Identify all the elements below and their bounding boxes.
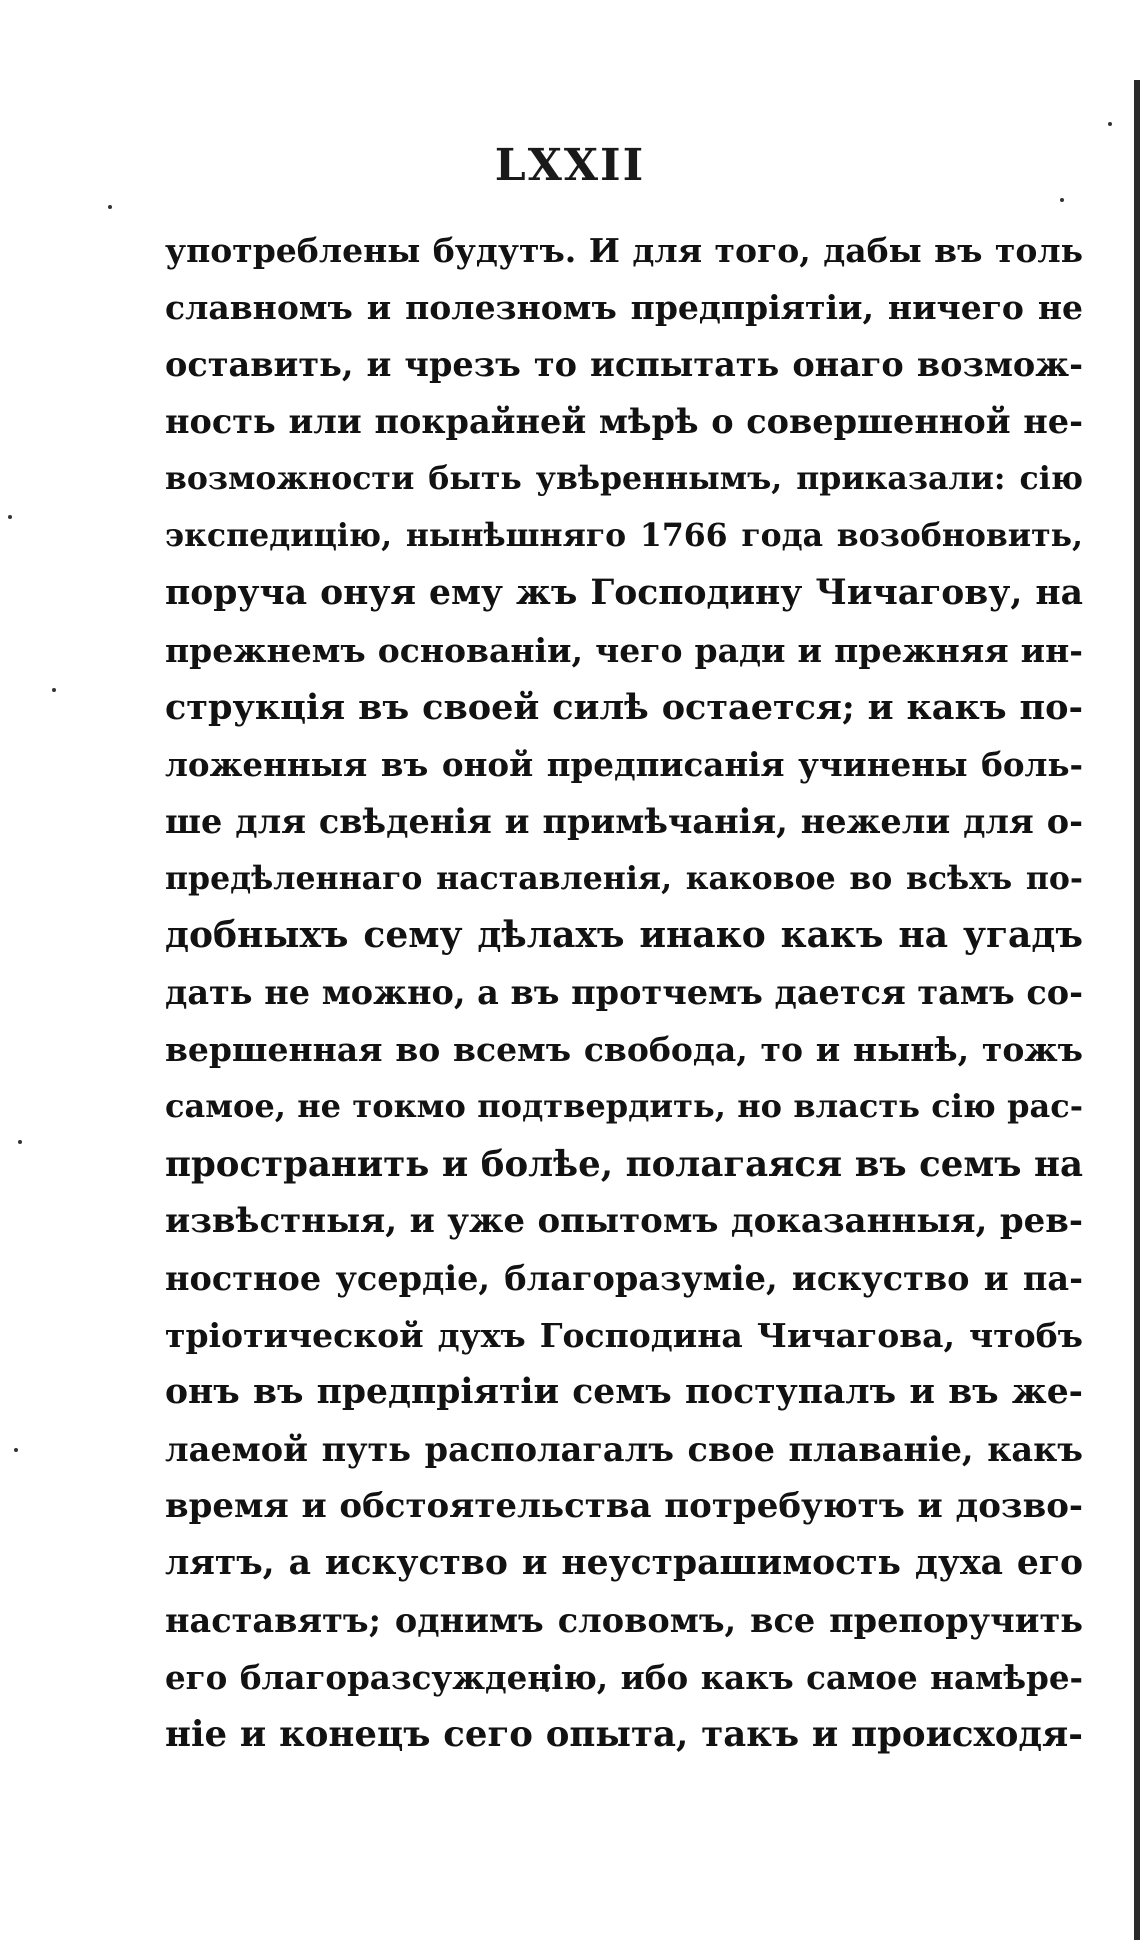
text-line: ніе и конецъ сего опыта, такъ и происходя- — [165, 1714, 1083, 1756]
text-line: прежнемъ основаніи, чего ради и прежняя ин- — [165, 630, 1083, 670]
scan-speck — [1108, 122, 1112, 126]
text-line: славномъ и полезномъ предпріятіи, ничего не — [165, 288, 1083, 328]
scan-speck — [1060, 198, 1064, 202]
text-line: струкція въ своей силѣ остается; и какъ по- — [165, 686, 1083, 728]
scan-speck — [108, 205, 112, 209]
text-line: возможности быть увѣреннымъ, приказали: сію — [165, 460, 1083, 498]
scan-speck — [8, 515, 12, 519]
text-line: употреблены будутъ. И для того, дабы въ толь — [165, 231, 1083, 270]
page-binding-edge — [1134, 80, 1140, 1940]
text-line: экспедицію, нынѣшняго 1766 года возобновить, — [165, 517, 1083, 555]
text-line: предѣленнаго наставленія, каковое во всѣхъ по- — [165, 860, 1083, 898]
text-line: оставить, и чрезъ то испытать онаго возмож- — [165, 345, 1083, 385]
text-line: наставятъ; однимъ словомъ, все препоручить — [165, 1601, 1083, 1641]
text-line: дать не можно, а въ протчемъ дается тамъ со- — [165, 973, 1083, 1013]
text-line: ложенныя въ оной предписанія учинены боль- — [165, 744, 1083, 784]
scan-speck — [14, 1448, 18, 1452]
text-line: лятъ, а искуство и неустрашимость духа его — [165, 1543, 1083, 1584]
text-line: тріотической духъ Господина Чичагова, чтобъ — [165, 1315, 1083, 1355]
text-line: вершенная во всемъ свобода, то и нынѣ, тожъ — [165, 1030, 1083, 1070]
text-line: лаемой путь располагалъ свое плаваніе, какъ — [165, 1429, 1083, 1469]
text-line: извѣстныя, и уже опытомъ доказанныя, рев- — [165, 1200, 1083, 1241]
page-number: LXXII — [494, 140, 646, 191]
body-text — [165, 222, 1083, 1764]
text-line: поруча онуя ему жъ Господину Чичагову, на — [165, 572, 1083, 613]
text-line: ше для свѣденія и примѣчанія, нежели для о- — [165, 801, 1083, 841]
text-line: ностное усердіе, благоразуміе, искуство и па- — [165, 1258, 1083, 1298]
scan-speck — [52, 688, 56, 692]
text-line: самое, не токмо подтвердить, но власть сію рас- — [165, 1087, 1083, 1126]
text-line: его благоразсужденію, ибо какъ самое намѣре- — [165, 1658, 1083, 1698]
text-line: время и обстоятельства потребуютъ и дозво- — [165, 1486, 1083, 1527]
text-line: ность или покрайней мѣрѣ о совершенной не- — [165, 402, 1083, 442]
text-line: онъ въ предпріятіи семъ поступалъ и въ же- — [165, 1371, 1083, 1412]
text-line: пространить и болѣе, полагаяся въ семъ на — [165, 1143, 1083, 1185]
text-line: добныхъ сему дѣлахъ инако какъ на угадъ — [165, 914, 1083, 957]
scan-speck — [18, 1140, 22, 1144]
